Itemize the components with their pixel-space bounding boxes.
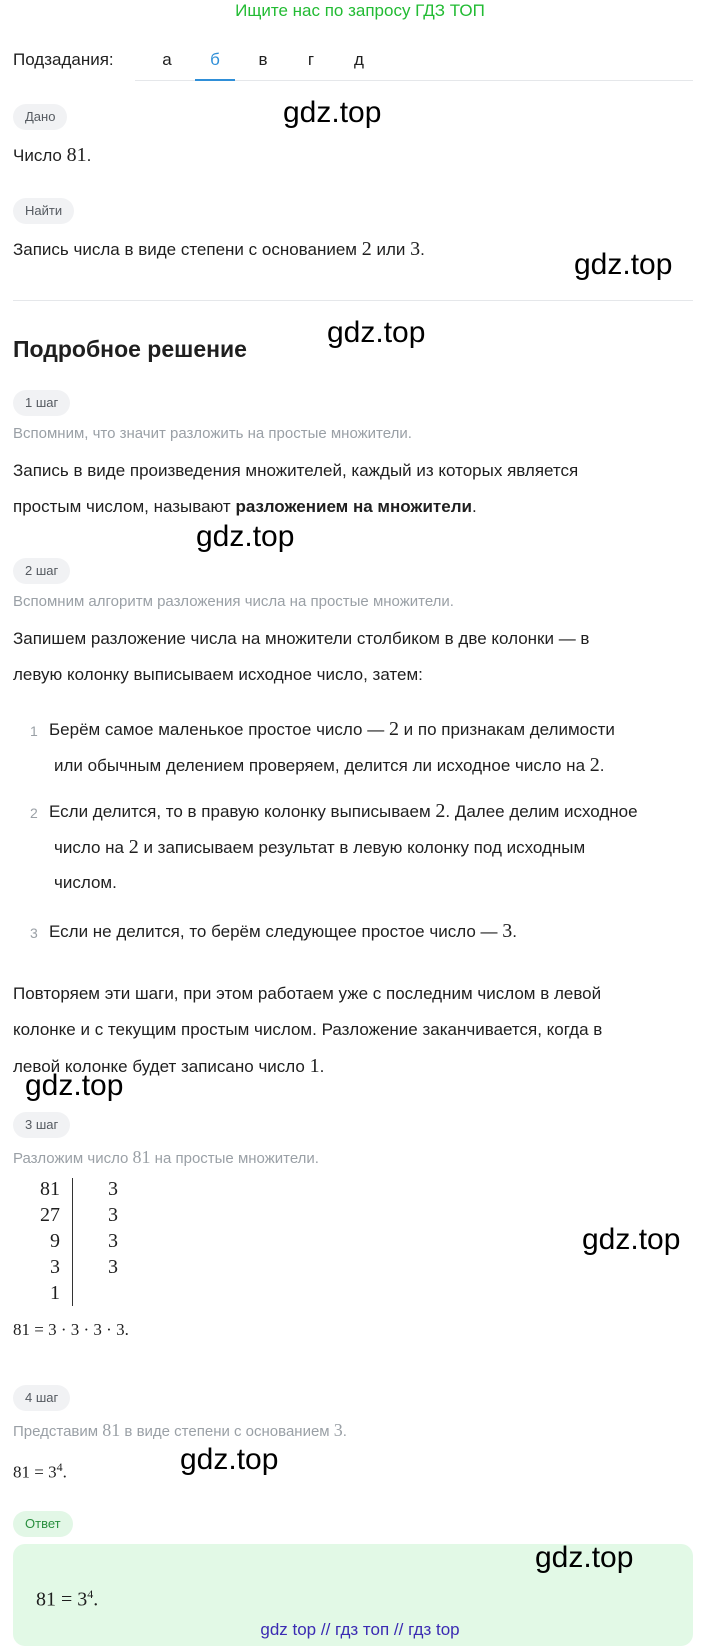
factor-left-0: 81 <box>40 1178 60 1200</box>
step1-line1: Запись в виде произведения множителей, каждый из которых является <box>13 461 579 480</box>
factor-right-2: 3 <box>108 1230 118 1252</box>
solution-title: Подробное решение <box>13 336 247 362</box>
step1-line2-prefix: простым числом, называют <box>13 497 236 516</box>
given-prefix: Число <box>13 146 67 165</box>
step4-hint-m1: 81 <box>102 1420 121 1440</box>
factor-left-1: 27 <box>40 1204 60 1226</box>
factor-right-0: 3 <box>108 1178 118 1200</box>
factor-right-1: 3 <box>108 1204 118 1226</box>
factor-left-3: 3 <box>50 1256 60 1278</box>
list1-l2a: или обычным делением проверяем, делится ли исходное число на <box>54 756 590 775</box>
factor-left-2: 9 <box>50 1230 60 1252</box>
step4-hint-b: в виде степени с основанием <box>120 1423 334 1440</box>
given-number: 81 <box>66 144 87 166</box>
section-divider <box>13 300 693 301</box>
step2-after-line2: колонке и с текущим простым числом. Разложение заканчивается, когда в <box>13 1020 603 1039</box>
step2-line2: левую колонку выписываем исходное число, затем: <box>13 665 423 684</box>
footer-link-1[interactable]: gdz top <box>260 1620 317 1639</box>
step4-result-exp: 4 <box>56 1460 63 1474</box>
list2-l2a: число на <box>54 838 129 857</box>
list2-l1a: Если делится, то в правую колонку выписываем <box>49 802 436 821</box>
factor-table <box>14 1176 134 1310</box>
tab-v[interactable]: в <box>258 50 268 69</box>
step2-after-line1: Повторяем эти шаги, при этом работаем уже с последним числом в левой <box>13 984 602 1003</box>
tab-d[interactable]: д <box>354 50 364 69</box>
step2-hint: Вспомним алгоритм разложения числа на простые множители. <box>13 593 454 610</box>
after3b: . <box>319 1057 325 1076</box>
step4-result-end: . <box>62 1462 67 1482</box>
watermark: gdz.top <box>196 520 295 553</box>
step1-hint: Вспомним, что значит разложить на простые множители. <box>13 425 412 442</box>
list3-l1a: Если не делится, то берём следующее простое число — <box>49 922 503 941</box>
watermark: gdz.top <box>327 316 426 349</box>
subtasks-nav <box>13 46 693 82</box>
answer-chip: Ответ <box>13 1511 73 1537</box>
list2-l2m: 2 <box>128 836 139 858</box>
watermark: gdz.top <box>283 96 382 129</box>
step3-hint-a: Разложим число <box>13 1150 133 1167</box>
list1-l1a: Берём самое маленькое простое число — <box>49 720 389 739</box>
step4-hint-m2: 3 <box>333 1420 343 1440</box>
find-or: или <box>371 240 411 259</box>
step2-chip: 2 шаг <box>13 558 70 584</box>
list3-l1m: 3 <box>502 920 513 942</box>
step4-chip: 4 шаг <box>13 1385 70 1411</box>
after3a: левой колонке будет записано число <box>13 1057 310 1076</box>
step4-result-base: 81 = 3 <box>13 1462 57 1482</box>
answer-base: 81 = 3 <box>36 1588 88 1611</box>
subtasks-label: Подзадания: <box>13 50 114 69</box>
find-base-2: 2 <box>361 238 372 260</box>
list2-l1m: 2 <box>435 800 446 822</box>
step4-result <box>13 1449 67 1491</box>
watermark: gdz.top <box>180 1443 279 1476</box>
watermark: gdz.top <box>574 248 673 281</box>
find-base-3: 3 <box>410 238 421 260</box>
watermark: gdz.top <box>535 1541 634 1574</box>
footer-link-3[interactable]: гдз top <box>408 1620 460 1639</box>
list-item-1-line2 <box>54 747 684 784</box>
step4-hint-c: . <box>342 1423 347 1440</box>
list1-l2m: 2 <box>589 754 600 776</box>
list1-l2b: . <box>599 756 605 775</box>
after3m: 1 <box>309 1055 320 1077</box>
given-chip: Дано <box>13 104 67 130</box>
list-item-2-line3: числом. <box>54 873 117 892</box>
step3-result: 81 = 3 · 3 · 3 · 3. <box>13 1320 129 1339</box>
tab-b[interactable]: б <box>195 46 235 81</box>
list1-l1b: и по признакам делимости <box>398 720 615 739</box>
list-num-3: 3 <box>30 925 38 941</box>
factor-right-3: 3 <box>108 1256 118 1278</box>
list-item-2-line1 <box>49 793 684 830</box>
tab-a[interactable]: а <box>162 50 172 69</box>
footer-links <box>0 1620 720 1640</box>
list-num-2: 2 <box>30 805 38 821</box>
footer-separator: // <box>320 1620 331 1639</box>
list-item-3-line1 <box>49 913 684 950</box>
step4-hint-a: Представим <box>13 1423 103 1440</box>
find-suffix: . <box>420 240 425 259</box>
step2-line1: Запишем разложение числа на множители столбиком в две колонки — в <box>13 629 590 648</box>
watermark: gdz.top <box>582 1223 681 1256</box>
factor-divider <box>72 1178 73 1306</box>
find-prefix: Запись числа в виде степени с основанием <box>13 240 362 259</box>
list-item-1-line1 <box>49 711 684 748</box>
factor-left-4: 1 <box>50 1282 60 1304</box>
given-suffix: . <box>86 146 92 165</box>
list1-l1m: 2 <box>388 718 399 740</box>
footer-link-2[interactable]: гдз топ <box>335 1620 390 1639</box>
answer-exp: 4 <box>87 1587 94 1601</box>
given-text <box>13 137 91 174</box>
answer-formula <box>36 1576 98 1618</box>
step3-hint <box>13 1147 319 1169</box>
list3-l1b: . <box>512 922 517 941</box>
tab-g[interactable]: г <box>307 50 315 69</box>
step1-line2-suffix: . <box>471 497 477 516</box>
footer-separator: // <box>393 1620 404 1639</box>
step1-term: разложением на множители <box>235 497 472 516</box>
list2-l2b: и записываем результат в левую колонку под исходным <box>138 838 586 857</box>
step3-hint-m: 81 <box>132 1147 151 1167</box>
list-item-2-line2 <box>54 829 684 866</box>
list-num-1: 1 <box>30 723 38 739</box>
step3-hint-b: на простые множители. <box>150 1150 319 1167</box>
search-banner: Ищите нас по запросу ГДЗ ТОП <box>235 1 485 20</box>
step1-chip: 1 шаг <box>13 390 70 416</box>
list2-l1b: . Далее делим исходное <box>445 802 638 821</box>
watermark: gdz.top <box>25 1069 124 1102</box>
step3-chip: 3 шаг <box>13 1112 70 1138</box>
answer-end: . <box>93 1588 99 1611</box>
find-text <box>13 231 425 268</box>
step4-hint <box>13 1420 347 1442</box>
find-chip: Найти <box>13 198 74 224</box>
